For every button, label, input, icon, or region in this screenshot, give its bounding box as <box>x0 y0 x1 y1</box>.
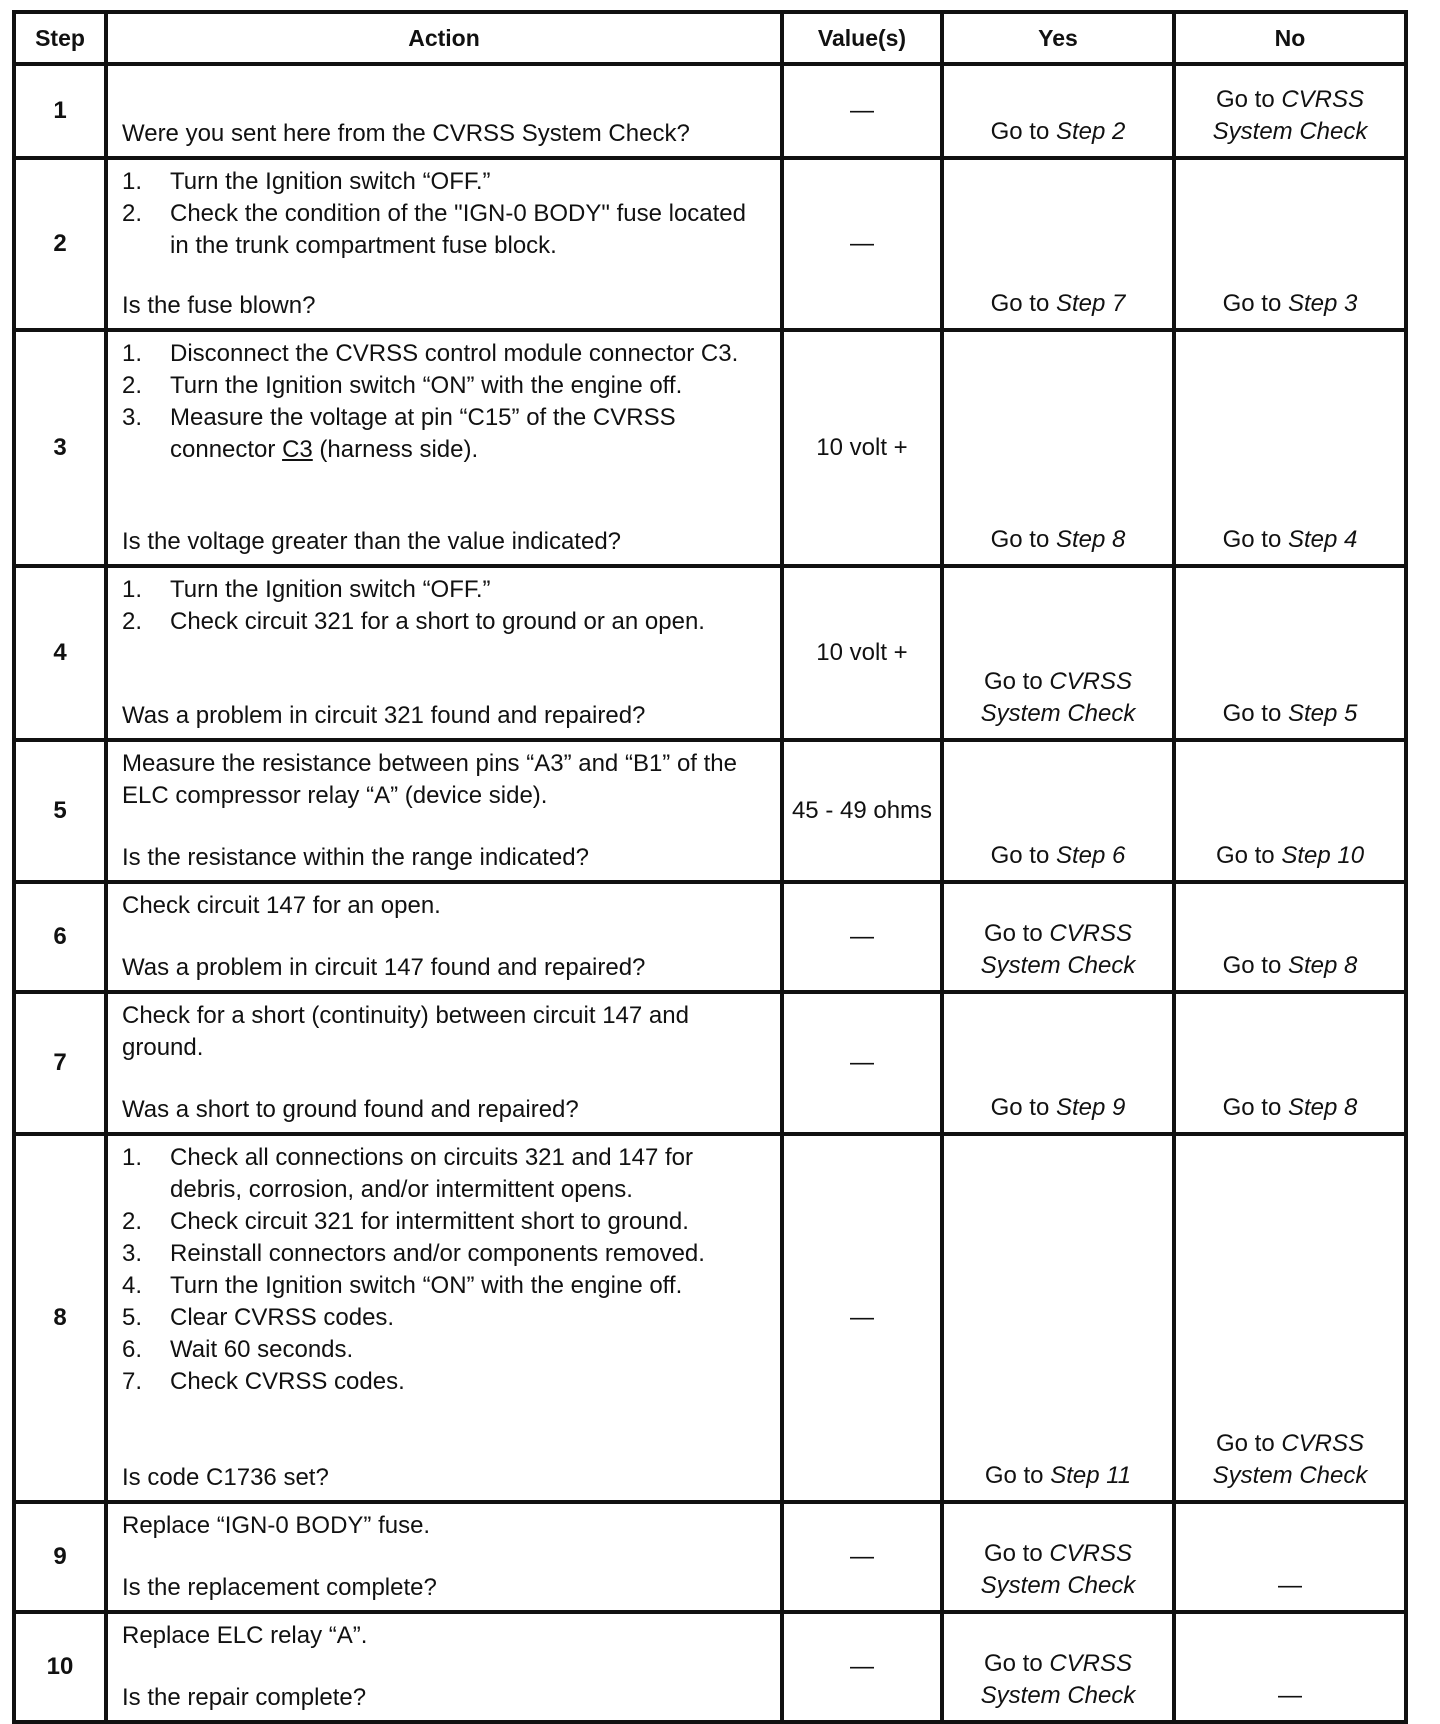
yes-goto-target: Step 9 <box>1055 1094 1126 1121</box>
table-row <box>14 1612 1406 1722</box>
action-question: Was a problem in circuit 321 found and repaired? <box>122 702 646 729</box>
action-item-number: 3. <box>122 404 143 431</box>
no-goto-prefix: Go to <box>1215 1430 1282 1457</box>
yes-cell <box>942 566 1174 740</box>
action-content <box>122 338 770 558</box>
action-item <box>122 166 770 198</box>
yes-goto <box>950 1092 1166 1124</box>
action-item <box>122 1334 770 1366</box>
action-item-number: 2. <box>122 372 143 399</box>
table-row <box>14 158 1406 330</box>
no-goto-prefix: Go to <box>1222 700 1288 727</box>
action-cell <box>106 1502 782 1612</box>
action-question: Were you sent here from the CVRSS System Check? <box>122 120 690 147</box>
no-dash: — <box>1278 1682 1302 1709</box>
action-item-number: 7. <box>122 1368 143 1395</box>
value-cell: — <box>782 882 942 992</box>
yes-cell <box>942 330 1174 566</box>
action-item-number: 4. <box>122 1272 143 1299</box>
action-item-number: 2. <box>122 1208 143 1235</box>
action-item-number: 1. <box>122 576 143 603</box>
action-item <box>122 1302 770 1334</box>
step-number: 2 <box>14 158 106 330</box>
step-number: 6 <box>14 882 106 992</box>
yes-goto <box>950 1648 1166 1712</box>
action-cell <box>106 882 782 992</box>
step-number: 1 <box>14 64 106 158</box>
action-text: Check circuit 147 for an open. <box>122 892 441 919</box>
table-row <box>14 740 1406 882</box>
action-item-number: 5. <box>122 1304 143 1331</box>
yes-goto <box>950 918 1166 982</box>
action-cell <box>106 1134 782 1502</box>
no-cell <box>1174 566 1406 740</box>
no-cell <box>1174 1612 1406 1722</box>
value-cell: — <box>782 158 942 330</box>
no-goto <box>1182 288 1398 320</box>
no-goto-target: CVRSS System Check <box>1212 86 1368 145</box>
yes-goto <box>950 524 1166 556</box>
yes-goto-prefix: Go to <box>983 1540 1050 1567</box>
yes-goto-target: Step 6 <box>1055 842 1126 869</box>
action-item <box>122 1238 770 1270</box>
no-goto <box>1182 950 1398 982</box>
yes-goto-prefix: Go to <box>990 526 1056 553</box>
action-item-number: 6. <box>122 1336 143 1363</box>
action-item-number: 1. <box>122 1144 143 1171</box>
action-item-text: Clear CVRSS codes. <box>170 1304 395 1331</box>
no-goto <box>1182 84 1398 148</box>
value-cell: 10 volt + <box>782 566 942 740</box>
action-question: Was a problem in circuit 147 found and repaired? <box>122 954 646 981</box>
action-content <box>122 574 770 732</box>
no-goto-target: Step 5 <box>1287 700 1358 727</box>
table-row <box>14 566 1406 740</box>
action-item-text: Turn the Ignition switch “OFF.” <box>170 168 491 195</box>
table-row <box>14 1134 1406 1502</box>
yes-cell <box>942 158 1174 330</box>
no-cell <box>1174 158 1406 330</box>
action-item-text: Check CVRSS codes. <box>170 1368 405 1395</box>
action-item-text: Disconnect the CVRSS control module connector C3. <box>170 340 739 367</box>
no-cell <box>1174 64 1406 158</box>
step-number: 3 <box>14 330 106 566</box>
action-cell <box>106 992 782 1134</box>
action-item-text: Check all connections on circuits 321 and 147 for debris, corrosion, and/or intermittent opens. <box>170 1144 693 1203</box>
action-cell <box>106 566 782 740</box>
yes-goto <box>950 666 1166 730</box>
action-item-text: Reinstall connectors and/or components removed. <box>170 1240 705 1267</box>
step-number: 10 <box>14 1612 106 1722</box>
action-text: Replace “IGN-0 BODY” fuse. <box>122 1512 431 1539</box>
table-row <box>14 882 1406 992</box>
value-cell: 10 volt + <box>782 330 942 566</box>
no-cell <box>1174 882 1406 992</box>
action-item <box>122 198 770 262</box>
yes-goto <box>950 840 1166 872</box>
header-yes: Yes <box>942 12 1174 64</box>
action-question: Is the repair complete? <box>122 1684 367 1711</box>
action-question: Was a short to ground found and repaired? <box>122 1096 579 1123</box>
action-item <box>122 370 770 402</box>
action-item-text: Turn the Ignition switch “OFF.” <box>170 576 491 603</box>
table-row <box>14 64 1406 158</box>
action-item <box>122 574 770 606</box>
yes-goto-prefix: Go to <box>990 290 1056 317</box>
no-goto-target: Step 10 <box>1281 842 1365 869</box>
table-body <box>14 64 1406 1722</box>
action-item-number: 2. <box>122 608 143 635</box>
action-question: Is code C1736 set? <box>122 1464 329 1491</box>
step-number: 7 <box>14 992 106 1134</box>
yes-goto-target: CVRSS System Check <box>980 668 1136 727</box>
no-goto-prefix: Go to <box>1222 526 1288 553</box>
no-goto-prefix: Go to <box>1222 290 1288 317</box>
yes-goto <box>950 116 1166 148</box>
value-cell: — <box>782 1612 942 1722</box>
yes-cell <box>942 882 1174 992</box>
value-cell: 45 - 49 ohms <box>782 740 942 882</box>
yes-goto <box>950 1538 1166 1602</box>
action-question: Is the resistance within the range indicated? <box>122 844 589 871</box>
action-text: Replace ELC relay “A”. <box>122 1622 368 1649</box>
action-content <box>122 1620 770 1714</box>
action-item-text: Wait 60 seconds. <box>170 1336 354 1363</box>
action-item <box>122 1142 770 1206</box>
action-content <box>122 1510 770 1604</box>
value-cell: — <box>782 64 942 158</box>
yes-goto <box>950 1460 1166 1492</box>
yes-goto-target: CVRSS System Check <box>980 1540 1136 1599</box>
action-cell <box>106 64 782 158</box>
no-cell <box>1174 1502 1406 1612</box>
action-item <box>122 1366 770 1398</box>
yes-goto-target: CVRSS System Check <box>980 1650 1136 1709</box>
action-item <box>122 606 770 638</box>
step-number: 8 <box>14 1134 106 1502</box>
yes-goto-target: Step 11 <box>1050 1462 1132 1489</box>
yes-goto-target: Step 7 <box>1055 290 1126 317</box>
step-number: 5 <box>14 740 106 882</box>
action-item <box>122 338 770 370</box>
action-content <box>122 72 770 150</box>
yes-goto-target: Step 8 <box>1055 526 1126 553</box>
action-text: Check for a short (continuity) between circuit 147 and ground. <box>122 1002 689 1061</box>
table-header-row <box>14 12 1406 64</box>
action-question: Is the fuse blown? <box>122 292 316 319</box>
no-goto-target: Step 8 <box>1287 1094 1358 1121</box>
action-cell <box>106 740 782 882</box>
no-dash: — <box>1278 1572 1302 1599</box>
action-content <box>122 166 770 322</box>
action-question: Is the voltage greater than the value indicated? <box>122 528 622 555</box>
no-cell <box>1174 330 1406 566</box>
action-content <box>122 890 770 984</box>
yes-cell <box>942 740 1174 882</box>
action-item <box>122 402 770 466</box>
action-item-text: Check circuit 321 for a short to ground or an open. <box>170 608 705 635</box>
action-item-text: Measure the voltage at pin “C15” of the CVRSS connector C3 (harness side). <box>170 404 676 463</box>
no-goto-prefix: Go to <box>1215 842 1282 869</box>
no-cell <box>1174 992 1406 1134</box>
yes-goto-prefix: Go to <box>990 118 1056 145</box>
action-cell <box>106 330 782 566</box>
action-content <box>122 1142 770 1494</box>
action-item-number: 2. <box>122 200 143 227</box>
yes-goto-prefix: Go to <box>983 920 1050 947</box>
yes-goto-prefix: Go to <box>990 842 1056 869</box>
no-goto-prefix: Go to <box>1215 86 1282 113</box>
yes-goto-target: Step 2 <box>1055 118 1126 145</box>
yes-goto-prefix: Go to <box>984 1462 1051 1489</box>
no-goto <box>1182 1428 1398 1492</box>
value-cell: — <box>782 992 942 1134</box>
yes-cell <box>942 1502 1174 1612</box>
step-number: 4 <box>14 566 106 740</box>
action-cell <box>106 1612 782 1722</box>
step-number: 9 <box>14 1502 106 1612</box>
action-item-number: 1. <box>122 168 143 195</box>
action-item-number: 1. <box>122 340 143 367</box>
table-row <box>14 992 1406 1134</box>
yes-goto-prefix: Go to <box>990 1094 1056 1121</box>
header-values: Value(s) <box>782 12 942 64</box>
action-item-text: Turn the Ignition switch “ON” with the engine off. <box>170 372 683 399</box>
action-item <box>122 1206 770 1238</box>
yes-goto-prefix: Go to <box>983 1650 1050 1677</box>
action-content <box>122 748 770 874</box>
value-cell: — <box>782 1134 942 1502</box>
no-goto-target: Step 4 <box>1287 526 1358 553</box>
diagnostic-table-sheet <box>12 10 1404 1724</box>
value-cell: — <box>782 1502 942 1612</box>
yes-cell <box>942 64 1174 158</box>
no-goto <box>1182 840 1398 872</box>
table-row <box>14 1502 1406 1612</box>
header-step: Step <box>14 12 106 64</box>
action-item-number: 3. <box>122 1240 143 1267</box>
action-item <box>122 1270 770 1302</box>
yes-cell <box>942 1612 1174 1722</box>
no-goto-prefix: Go to <box>1222 1094 1288 1121</box>
action-question: Is the replacement complete? <box>122 1574 437 1601</box>
action-item-text: Check circuit 321 for intermittent short to ground. <box>170 1208 689 1235</box>
no-goto-prefix: Go to <box>1222 952 1288 979</box>
yes-goto <box>950 288 1166 320</box>
no-goto <box>1182 1092 1398 1124</box>
header-action: Action <box>106 12 782 64</box>
yes-goto-target: CVRSS System Check <box>980 920 1136 979</box>
no-goto-target: CVRSS System Check <box>1212 1430 1368 1489</box>
yes-goto-prefix: Go to <box>983 668 1050 695</box>
action-item-text: Turn the Ignition switch “ON” with the engine off. <box>170 1272 683 1299</box>
diagnostic-table <box>12 10 1408 1724</box>
yes-cell <box>942 992 1174 1134</box>
no-goto <box>1182 698 1398 730</box>
no-goto-target: Step 8 <box>1287 952 1358 979</box>
no-goto-target: Step 3 <box>1287 290 1358 317</box>
yes-cell <box>942 1134 1174 1502</box>
no-cell <box>1174 740 1406 882</box>
no-cell <box>1174 1134 1406 1502</box>
action-item-text: Check the condition of the "IGN-0 BODY" fuse located in the trunk compartment fuse block. <box>170 200 746 259</box>
header-no: No <box>1174 12 1406 64</box>
table-row <box>14 330 1406 566</box>
no-goto <box>1182 524 1398 556</box>
action-content <box>122 1000 770 1126</box>
action-cell <box>106 158 782 330</box>
action-text: Measure the resistance between pins “A3” and “B1” of the ELC compressor relay “A” (device side). <box>122 750 737 809</box>
